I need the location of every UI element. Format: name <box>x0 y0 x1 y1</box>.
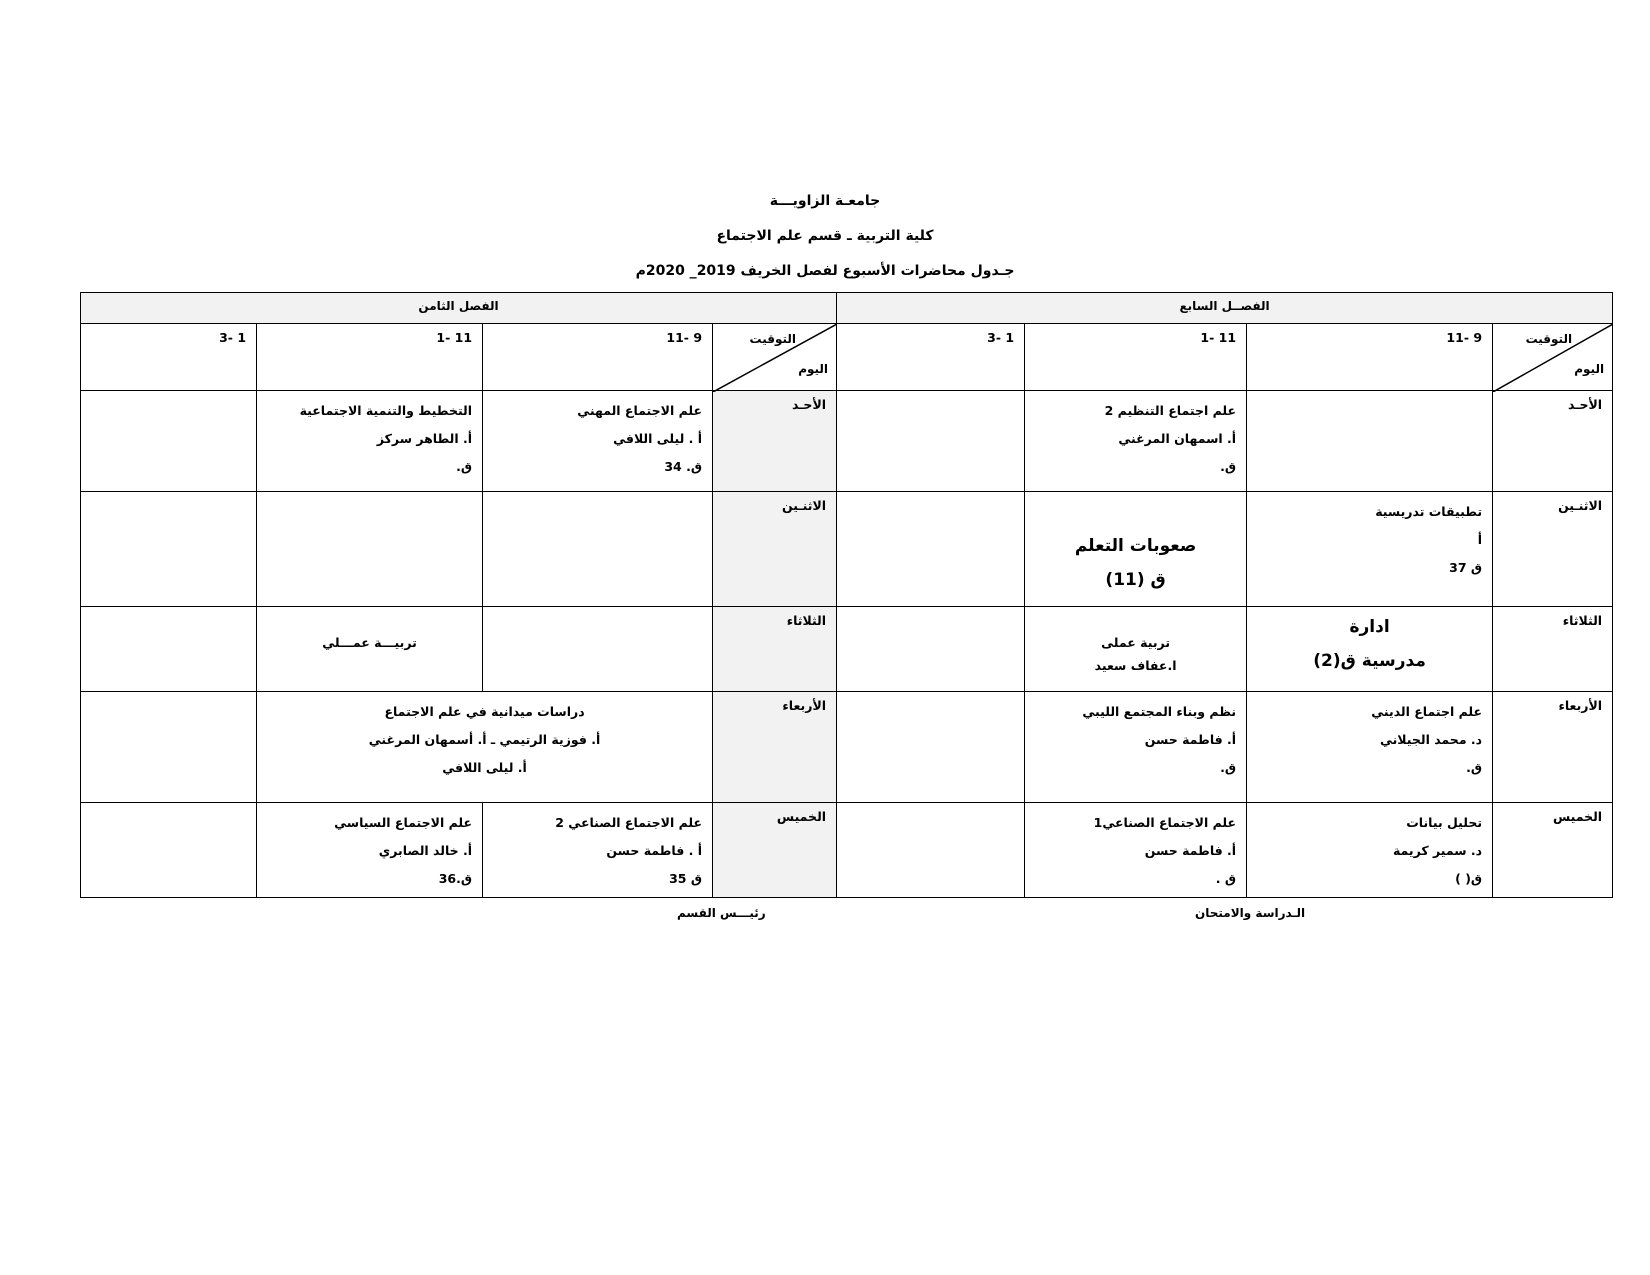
course-name: علم اجتماع الديني <box>1371 704 1483 719</box>
course-name: دراسات ميدانية في علم الاجتماع <box>384 704 585 719</box>
cell-sem8-tue-s2 <box>257 607 483 692</box>
cell-sem8-thu-s3 <box>81 803 257 898</box>
teacher-name: أ . فاطمة حسن <box>606 843 703 858</box>
cell-sem8-mon-s3 <box>81 492 257 607</box>
cell-sem7-wed-s1 <box>1247 692 1493 803</box>
cell-sem7-mon-s2 <box>1025 492 1247 607</box>
day-label: اليوم <box>1574 362 1605 376</box>
teacher-name: ا.عفاف سعيد <box>1094 658 1177 673</box>
course-name: صعوبات التعلم <box>1074 536 1197 556</box>
cell-sem7-mon-s3 <box>837 492 1025 607</box>
day-thursday-sem8: الخميس <box>713 803 837 898</box>
day-thursday-sem7: الخميس <box>1493 803 1613 898</box>
room-label: ق (11) <box>1105 570 1166 590</box>
course-name: ادارة <box>1349 617 1390 637</box>
course-name: تطبيقات تدريسية <box>1375 504 1483 519</box>
university-title: جامعـة الزاويـــة <box>769 193 881 209</box>
cell-sem7-tue-s1 <box>1247 607 1493 692</box>
course-name: تحليل بيانات <box>1406 815 1483 830</box>
cell-sem8-mon-s2 <box>257 492 483 607</box>
cell-sem8-sun-s3 <box>81 391 257 492</box>
course-name: علم الاجتماع الصناعي 2 <box>555 815 703 830</box>
teacher-name: أ . ليلى اللافي <box>613 431 703 446</box>
day-tuesday-sem7: الثلاثاء <box>1493 607 1613 692</box>
course-name: علم الاجتماع السياسي <box>334 815 473 830</box>
day-wednesday-sem7: الأربعاء <box>1493 692 1613 803</box>
room-label: ق. <box>1220 459 1237 474</box>
slot-1-3-sem7: 1 -3 <box>837 324 1025 391</box>
cell-sem7-sun-s2 <box>1025 391 1247 492</box>
cell-sem8-tue-s3 <box>81 607 257 692</box>
room-label: ق. <box>1220 760 1237 775</box>
room-label: ق . <box>1215 871 1237 886</box>
day-monday-sem8: الاثنـين <box>713 492 837 607</box>
schedule-title: جـدول محاضرات الأسبوع لفصل الخريف 2019_ 2020م <box>635 263 1015 279</box>
cell-sem7-sun-s3 <box>837 391 1025 492</box>
day-monday-sem7: الاثنـين <box>1493 492 1613 607</box>
teacher-name: أ <box>1477 532 1483 547</box>
cell-sem7-wed-s2 <box>1025 692 1247 803</box>
room-label: ق 35 <box>669 871 703 886</box>
time-label: التوقيت <box>1525 332 1573 346</box>
cell-sem8-wed-s3 <box>81 692 257 803</box>
course-name: التخطيط والتنمية الاجتماعية <box>299 403 473 418</box>
day-label: اليوم <box>798 362 829 376</box>
cell-sem8-tue-s1 <box>483 607 713 692</box>
course-name: تربيـــة عمـــلي <box>322 635 417 650</box>
day-tuesday-sem8: الثلاثاء <box>713 607 837 692</box>
cell-sem8-sun-s2 <box>257 391 483 492</box>
slot-9-11-sem8: 9 -11 <box>483 324 713 391</box>
teacher-name: أ. الطاهر سركز <box>376 431 473 446</box>
time-day-header-sem8 <box>713 324 837 391</box>
cell-sem8-thu-s1 <box>483 803 713 898</box>
cell-sem8-sun-s1 <box>483 391 713 492</box>
teacher-name: أ. خالد الصابري <box>378 843 473 858</box>
teacher-name: أ. فاطمة حسن <box>1144 732 1237 747</box>
room-label: ق( ) <box>1455 871 1483 886</box>
day-sunday-sem7: الأحـد <box>1493 391 1613 492</box>
schedule-table <box>80 292 1613 898</box>
course-name: علم اجتماع التنظيم 2 <box>1104 403 1237 418</box>
teacher-name: أ. فاطمة حسن <box>1144 843 1237 858</box>
semester-seventh-header: الفصــل السابع <box>837 293 1613 324</box>
cell-sem7-thu-s2 <box>1025 803 1247 898</box>
course-name: تربية عملى <box>1101 635 1171 650</box>
course-name: نظم وبناء المجتمع الليبي <box>1082 704 1237 719</box>
time-label: التوقيت <box>749 332 797 346</box>
cell-sem7-tue-s2 <box>1025 607 1247 692</box>
room-label: ق.36 <box>438 871 473 886</box>
cell-sem8-mon-s1 <box>483 492 713 607</box>
cell-sem7-thu-s1 <box>1247 803 1493 898</box>
semester-eighth-header: الفصل الثامن <box>81 293 837 324</box>
slot-9-11-sem7: 9 -11 <box>1247 324 1493 391</box>
cell-sem7-thu-s3 <box>837 803 1025 898</box>
teacher-name: د. سمير كريمة <box>1392 843 1483 858</box>
teacher-names: أ. فوزية الرتيمي ـ أ. أسمهان المرغني <box>368 732 601 747</box>
course-name: علم الاجتماع الصناعي1 <box>1093 815 1237 830</box>
cell-sem8-wed-s1-s2 <box>257 692 713 803</box>
time-day-header-sem7 <box>1493 324 1613 391</box>
slot-1-3-sem8: 1 -3 <box>81 324 257 391</box>
cell-sem8-thu-s2 <box>257 803 483 898</box>
cell-sem7-sun-s1 <box>1247 391 1493 492</box>
day-wednesday-sem8: الأربعاء <box>713 692 837 803</box>
cell-sem7-mon-s1 <box>1247 492 1493 607</box>
studies-exams-signature: الـدراسة والامتحان <box>1195 906 1306 920</box>
room-label: ق. <box>456 459 473 474</box>
room-label: ق 37 <box>1449 560 1483 575</box>
teacher-names-cont: أ. ليلى اللافي <box>442 760 527 775</box>
faculty-title: كلية التربية ـ قسم علم الاجتماع <box>716 228 934 244</box>
department-head-signature: رئيـــس القسم <box>677 906 766 920</box>
room-label: ق. <box>1466 760 1483 775</box>
course-name-cont: مدرسية ق(2) <box>1313 651 1426 671</box>
day-sunday-sem8: الأحـد <box>713 391 837 492</box>
cell-sem7-tue-s3 <box>837 607 1025 692</box>
slot-11-1-sem7: 11 -1 <box>1025 324 1247 391</box>
teacher-name: أ. اسمهان المرغني <box>1118 431 1237 446</box>
slot-11-1-sem8: 11 -1 <box>257 324 483 391</box>
room-label: ق. 34 <box>664 459 703 474</box>
teacher-name: د. محمد الجيلاني <box>1379 732 1483 747</box>
course-name: علم الاجتماع المهني <box>577 403 703 418</box>
cell-sem7-wed-s3 <box>837 692 1025 803</box>
